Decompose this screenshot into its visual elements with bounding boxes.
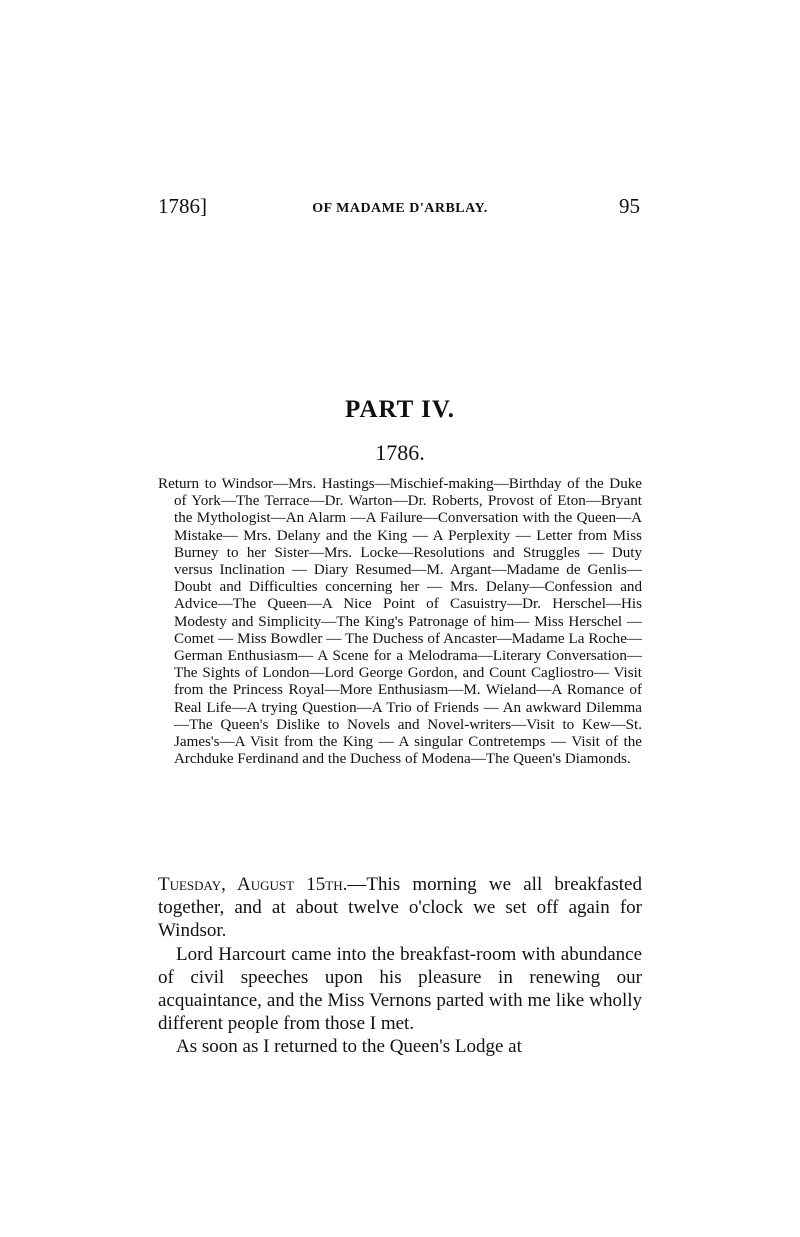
book-page [158, 0, 642, 1237]
running-header [158, 194, 642, 224]
part-title: PART IV. [345, 396, 455, 423]
paragraph-3: As soon as I returned to the Queen's Lodge at [176, 1036, 522, 1058]
part-year: 1786. [375, 440, 425, 465]
chapter-synopsis: Return to Windsor—Mrs. Hastings—Mischief-making—Birthday of the Duke of York—The Terrace—Dr. Warton—Dr. Roberts, Provost of Eton—Bryant the Mythologist—An Alarm —A Failure—Conversation with the Queen—A Mistake— Mrs. Delany and the King — A Perplexity — Letter from Miss Burney to her Sister—Mrs. Locke—Resolutions and Struggles — Duty versus Inclination — Diary Resumed—M. Argant—Madame de Genlis—Doubt and Difficulties concerning her — Mrs. Delany—Confession and Advice—The Queen—A Nice Point of Casuistry—Dr. Herschel—His Modesty and Simplicity—The King's Patronage of him— Miss Herschel — Comet — Miss Bowdler — The Duchess of Ancaster—Madame La Roche—German Enthusiasm— A Scene for a Melodrama—Literary Conversation—The Sights of London—Lord George Gordon, and Count Cagliostro— Visit from the Princess Royal—More Enthusiasm—M. Wieland—A Romance of Real Life—A trying Question—A Trio of Friends — An awkward Dilemma—The Queen's Dislike to Novels and Novel-writers—Visit to Kew—St. James's—A Visit from the King — A singular Contretemps — Visit of the Archduke Ferdinand and the Duchess of Modena—The Queen's Diamonds. [158, 476, 642, 768]
entry-date: Tuesday, August 15th. [158, 874, 348, 895]
header-year: 1786] [158, 194, 207, 218]
paragraph-1 [158, 873, 642, 943]
header-title: OF MADAME D'ARBLAY. [312, 201, 488, 216]
page-number: 95 [619, 194, 640, 218]
paragraph-2: Lord Harcourt came into the breakfast-room with abundance of civil speeches upon his pleasure in renewing our acquaintance, and the Miss Vernons parted with me like wholly different people from those I met. [158, 943, 642, 1035]
paragraph-1-text: —This morning we all breakfasted together, and at about twelve o'clock we set off again for Windsor. [158, 874, 642, 942]
body-text [158, 873, 642, 1059]
